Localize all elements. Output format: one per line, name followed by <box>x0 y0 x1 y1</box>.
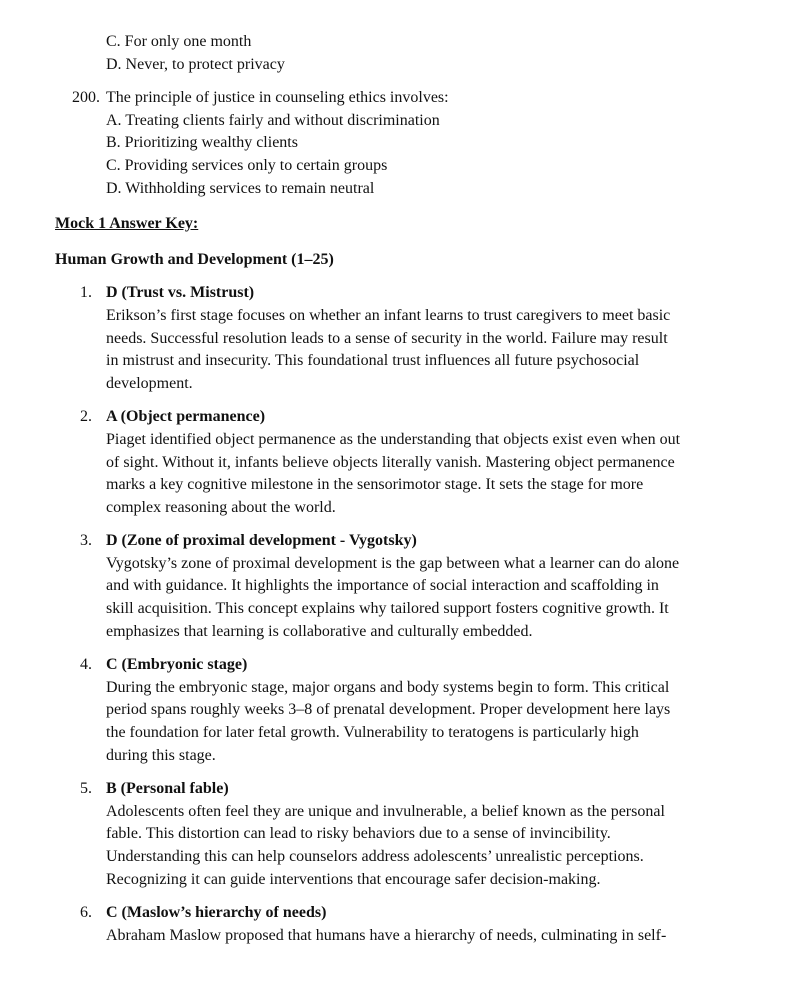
answer-number: 6. <box>80 904 92 922</box>
answer-item <box>0 654 794 767</box>
explanation-line: and with guidance. It highlights the importance of social interaction and scaffolding in <box>106 577 659 595</box>
section-title: Human Growth and Development (1–25) <box>55 250 334 268</box>
answer-number: 3. <box>80 532 92 550</box>
explanation-line: during this stage. <box>106 746 216 764</box>
explanation-line: Understanding this can help counselors address adolescents’ unrealistic perceptions. <box>106 848 644 865</box>
explanation-line: period spans roughly weeks 3–8 of prenatal development. Proper development here lays <box>106 701 671 719</box>
explanation-line: skill acquisition. This concept explains why tailored support fosters cognitive growth. It <box>106 600 669 618</box>
explanation-line: the foundation for later fetal growth. Vulnerability to teratogens is particularly high <box>106 724 639 742</box>
explanation-line: Vygotsky’s zone of proximal development is the gap between what a learner can do alone <box>106 554 680 572</box>
answer-number: 4. <box>80 656 92 674</box>
explanation-line: complex reasoning about the world. <box>106 498 336 516</box>
explanation-line: Piaget identified object permanence as the understanding that objects exist even when out <box>106 430 681 448</box>
option: C. Providing services only to certain groups <box>106 156 388 174</box>
explanation-line: needs. Successful resolution leads to a sense of security in the world. Failure may result <box>106 329 668 347</box>
explanation-line: Abraham Maslow proposed that humans have a hierarchy of needs, culminating in self- <box>106 926 667 944</box>
explanation-line: marks a key cognitive milestone in the sensorimotor stage. It sets the stage for more <box>106 476 644 494</box>
answer-item <box>0 406 794 519</box>
answer-key-title: Mock 1 Answer Key: <box>55 215 199 233</box>
answer-list <box>0 282 794 947</box>
answer-title: C (Maslow’s hierarchy of needs) <box>106 904 327 922</box>
answer-item <box>0 902 794 947</box>
answer-number: 1. <box>80 284 92 302</box>
answer-title: A (Object permanence) <box>106 408 266 426</box>
answer-item <box>0 282 794 395</box>
document-page <box>0 31 794 947</box>
question-text: The principle of justice in counseling ethics involves: <box>106 89 449 107</box>
explanation-line: development. <box>106 374 193 392</box>
explanation-line: of sight. Without it, infants believe objects literally vanish. Mastering object permanence <box>106 453 675 471</box>
answer-title: D (Zone of proximal development - Vygotsky) <box>106 532 417 550</box>
option: B. Prioritizing wealthy clients <box>106 134 298 152</box>
explanation-line: in mistrust and insecurity. This foundational trust influences all future psychosocial <box>106 352 640 370</box>
option: D. Withholding services to remain neutral <box>106 179 375 197</box>
answer-title: B (Personal fable) <box>106 780 229 798</box>
answer-item <box>0 778 794 891</box>
option: D. Never, to protect privacy <box>106 55 285 73</box>
answer-title: D (Trust vs. Mistrust) <box>106 284 255 302</box>
explanation-line: During the embryonic stage, major organs and body systems begin to form. This critical <box>106 678 670 696</box>
answer-title: C (Embryonic stage) <box>106 656 248 674</box>
explanation-line: fable. This distortion can lead to risky behaviors due to a sense of invincibility. <box>106 825 611 843</box>
option: C. For only one month <box>106 33 252 50</box>
answer-number: 2. <box>80 408 92 426</box>
previous-question-options <box>0 31 794 76</box>
explanation-line: emphasizes that learning is collaborative and culturally embedded. <box>106 622 533 640</box>
answer-number: 5. <box>80 780 92 798</box>
question-200 <box>0 87 794 200</box>
question-number: 200. <box>72 89 100 107</box>
explanation-line: Erikson’s first stage focuses on whether an infant learns to trust caregivers to meet basic <box>106 306 671 324</box>
option: A. Treating clients fairly and without discrimination <box>106 111 440 129</box>
answer-item <box>0 530 794 643</box>
explanation-line: Recognizing it can guide interventions that encourage safer decision-making. <box>106 870 601 888</box>
explanation-line: Adolescents often feel they are unique and invulnerable, a belief known as the personal <box>106 802 665 820</box>
